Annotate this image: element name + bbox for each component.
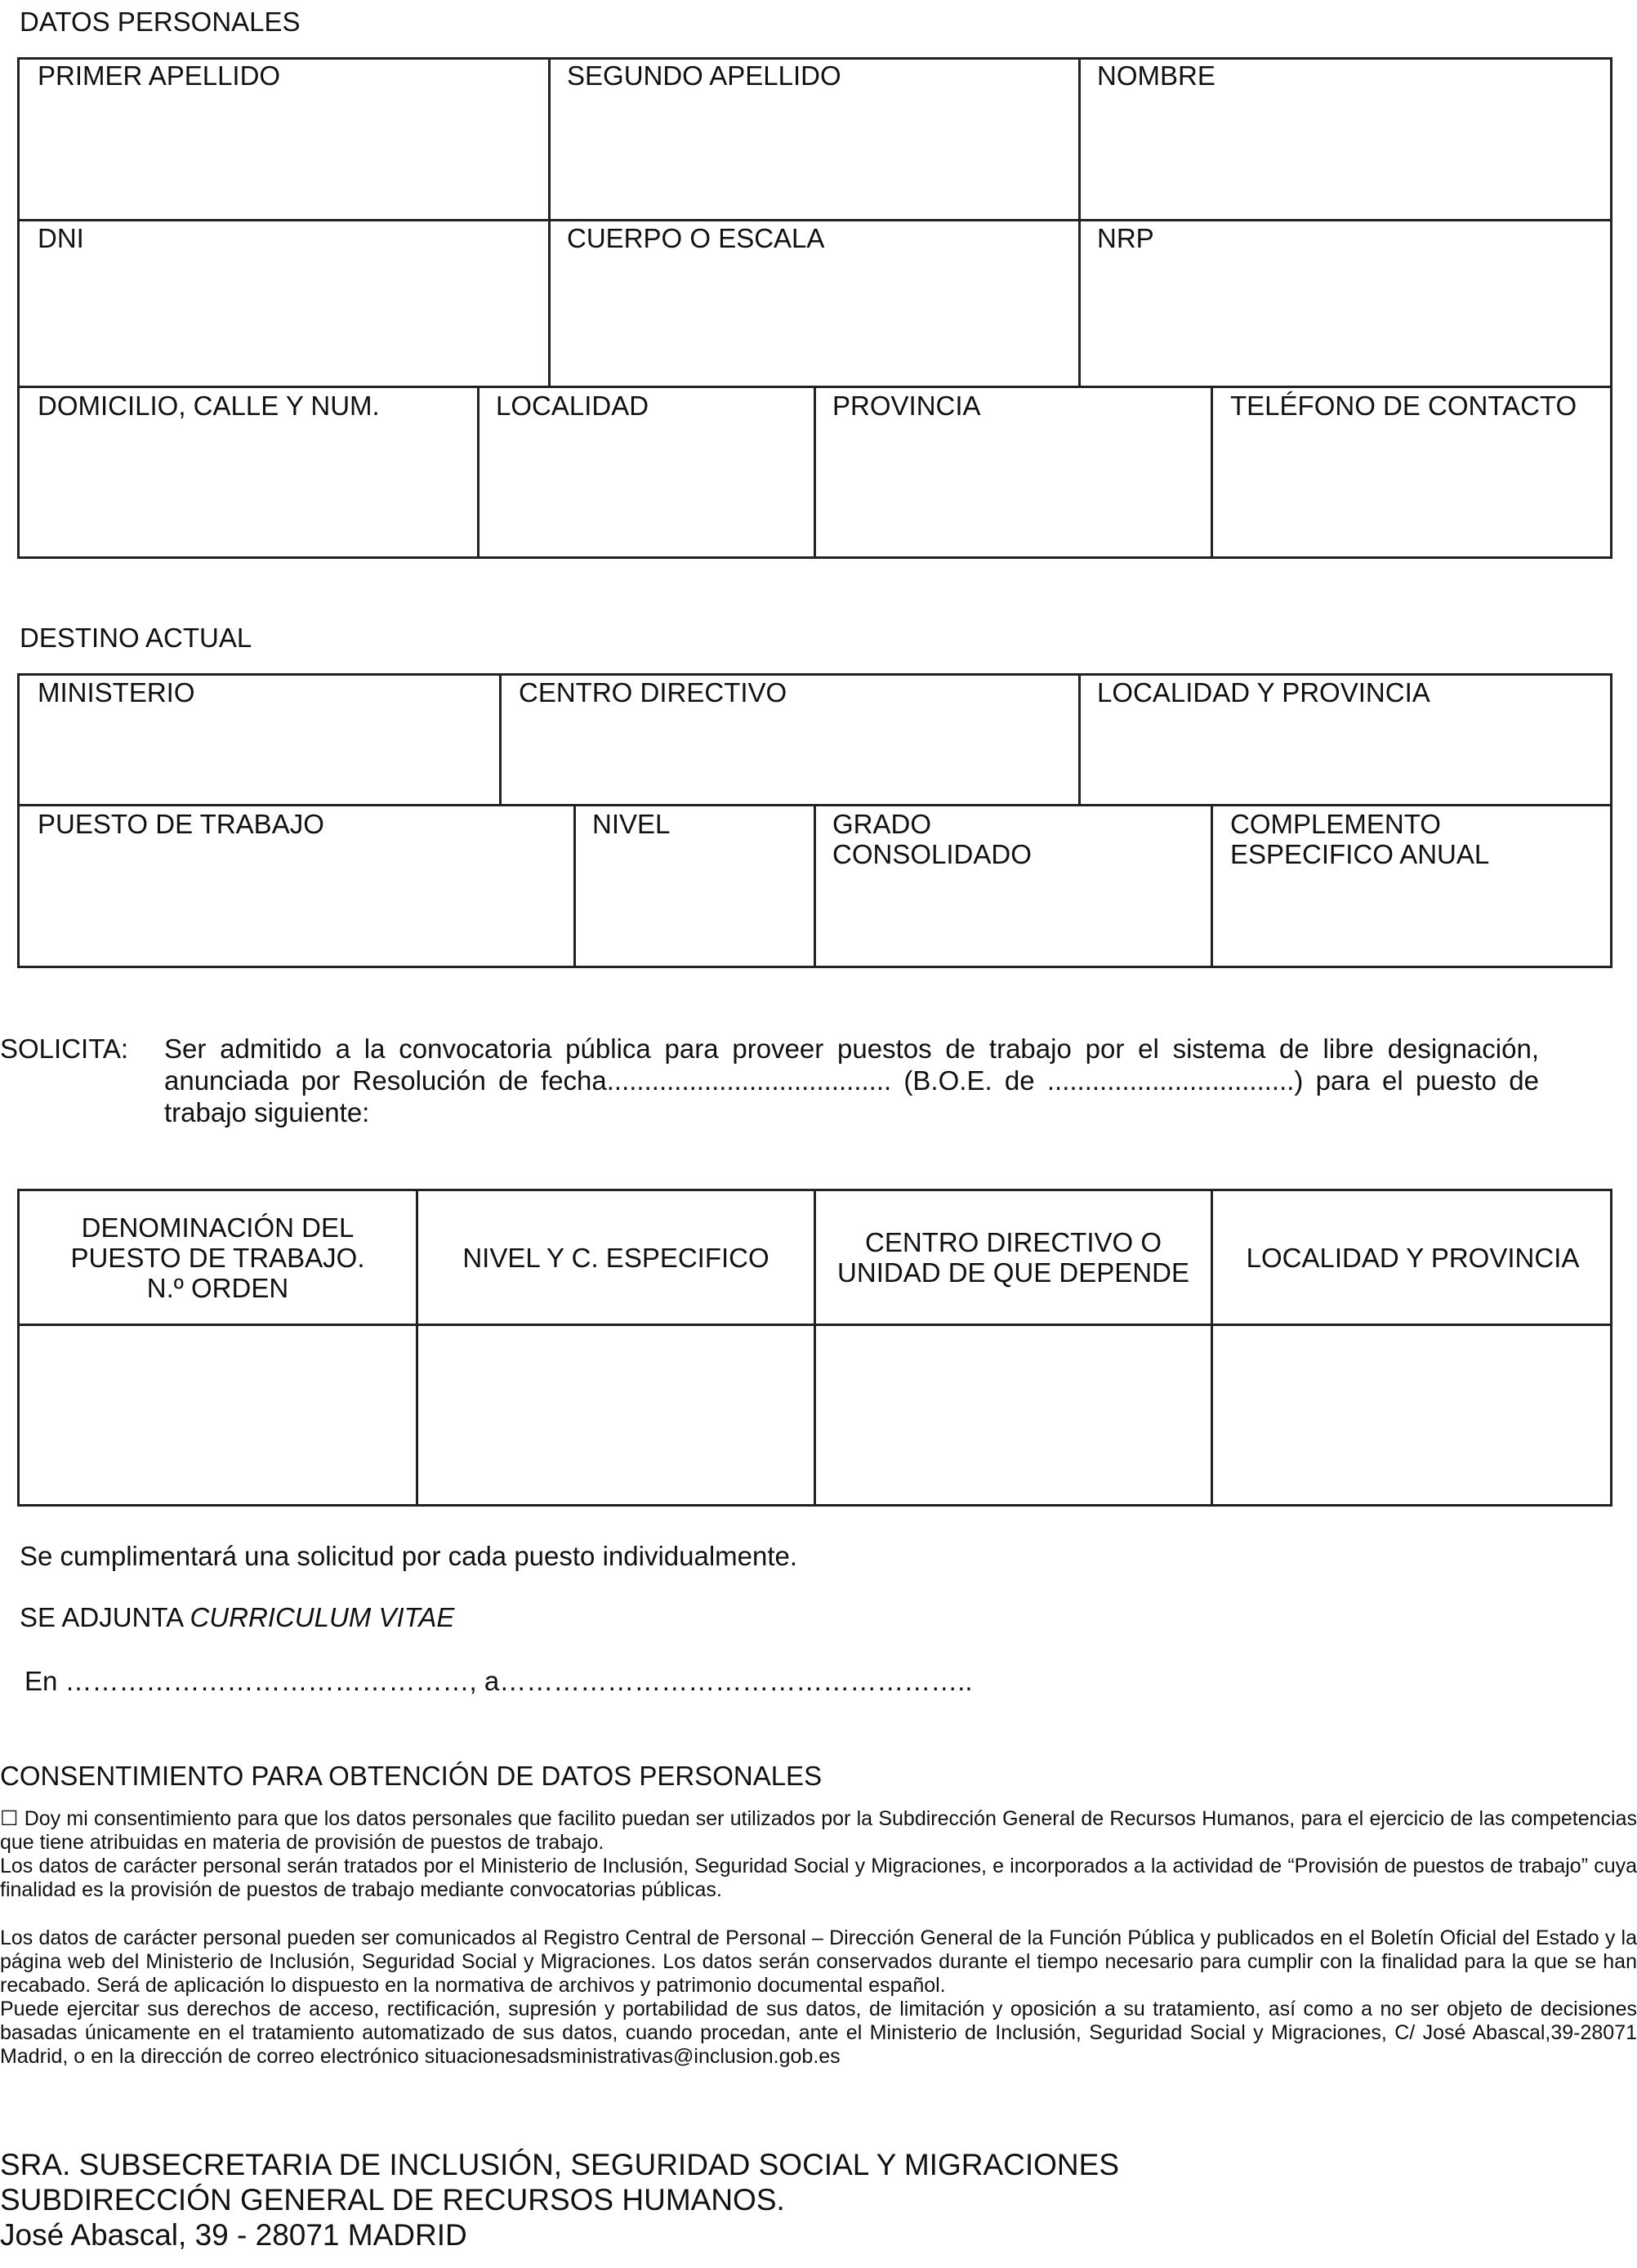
addressee-line-2: SUBDIRECCIÓN GENERAL DE RECURSOS HUMANOS. bbox=[0, 2183, 785, 2217]
field-telefono[interactable]: TELÉFONO DE CONTACTO bbox=[1230, 391, 1577, 421]
field-puesto-trabajo[interactable]: PUESTO DE TRABAJO bbox=[38, 809, 324, 839]
field-nivel[interactable]: NIVEL bbox=[592, 809, 671, 839]
field-provincia[interactable]: PROVINCIA bbox=[832, 391, 981, 421]
header-denominacion-l3: N.º ORDEN bbox=[146, 1272, 289, 1303]
consent-paragraph-3: Los datos de carácter personal pueden ser comunicados al Registro Central de Personal – Dirección General de la Función Pública y publicados en el Boletín Oficial del Estado y la página web del Ministerio de Inclusión, Seguridad Social y Migraciones. Los datos serán conservados durante el tiempo necesario para cumplir con la finalidad para la que se han recabado. Será de aplicación lo dispuesto en la normativa de archivos y patrimonio documental español. bbox=[0, 1926, 1637, 1997]
addressee-line-3: José Abascal, 39 - 28071 MADRID bbox=[0, 2218, 467, 2252]
header-nivel bbox=[418, 1191, 814, 1324]
field-localidad[interactable]: LOCALIDAD bbox=[496, 391, 649, 421]
header-centro-l1: CENTRO DIRECTIVO O bbox=[864, 1227, 1162, 1257]
field-dni[interactable]: DNI bbox=[38, 223, 84, 253]
col-divider bbox=[1211, 804, 1213, 968]
adjunta-italic: CURRICULUM VITAE bbox=[190, 1602, 455, 1632]
header-denominacion bbox=[20, 1191, 416, 1324]
col-divider bbox=[548, 57, 551, 386]
field-domicilio[interactable]: DOMICILIO, CALLE Y NUM. bbox=[38, 391, 380, 421]
personal-heading: DATOS PERSONALES bbox=[20, 7, 301, 37]
note-adjunta bbox=[20, 1602, 454, 1633]
field-nrp[interactable]: NRP bbox=[1097, 223, 1154, 253]
grado-line-2: CONSOLIDADO bbox=[832, 839, 1032, 869]
row-divider bbox=[17, 219, 1612, 221]
adjunta-prefix: SE ADJUNTA bbox=[20, 1602, 190, 1632]
col-divider bbox=[1078, 673, 1081, 804]
consent-checkbox[interactable]: ☐ bbox=[0, 1807, 19, 1830]
header-denominacion-l1: DENOMINACIÓN DEL bbox=[81, 1212, 355, 1243]
col-divider bbox=[1078, 57, 1081, 386]
field-nombre[interactable]: NOMBRE bbox=[1097, 60, 1215, 91]
field-centro-directivo[interactable]: CENTRO DIRECTIVO bbox=[519, 677, 787, 708]
field-primer-apellido[interactable]: PRIMER APELLIDO bbox=[38, 60, 281, 91]
lugar-fecha-line[interactable]: En ………………………………………, a…………………………………………….. bbox=[25, 1666, 973, 1696]
consent-paragraph-2: Los datos de carácter personal serán tratados por el Ministerio de Inclusión, Seguridad Social y Migraciones, e incorporados a la actividad de “Provisión de puestos de trabajo” cuya finalidad es la provisión de puestos de trabajo mediante convocatorias públicas. bbox=[0, 1855, 1637, 1901]
header-localidad-text: LOCALIDAD Y PROVINCIA bbox=[1246, 1242, 1580, 1273]
input-centro[interactable] bbox=[816, 1326, 1211, 1504]
complemento-line-2: ESPECIFICO ANUAL bbox=[1230, 839, 1490, 869]
destino-heading: DESTINO ACTUAL bbox=[20, 623, 252, 653]
col-divider bbox=[477, 386, 480, 559]
input-denominacion[interactable] bbox=[20, 1326, 416, 1504]
consent-paragraph-1 bbox=[0, 1807, 1637, 1855]
input-localidad[interactable] bbox=[1213, 1326, 1612, 1504]
complemento-line-1: COMPLEMENTO bbox=[1230, 809, 1441, 839]
header-centro bbox=[816, 1191, 1211, 1324]
field-segundo-apellido[interactable]: SEGUNDO APELLIDO bbox=[567, 60, 841, 91]
solicita-text: Ser admitido a la convocatoria pública para proveer puestos de trabajo por el sistema de libre designación, anunciada por Resolución de fecha...................................... (B.O.E. de .................................) para el puesto de trabajo siguiente: bbox=[164, 1034, 1539, 1127]
col-divider bbox=[499, 673, 502, 804]
field-cuerpo-escala[interactable]: CUERPO O ESCALA bbox=[567, 223, 825, 253]
col-divider bbox=[814, 804, 816, 968]
header-nivel-text: NIVEL Y C. ESPECIFICO bbox=[462, 1242, 769, 1273]
field-complemento-especifico[interactable] bbox=[1230, 809, 1489, 869]
addressee-line-1: SRA. SUBSECRETARIA DE INCLUSIÓN, SEGURIDAD SOCIAL Y MIGRACIONES bbox=[0, 2148, 1119, 2181]
col-divider bbox=[573, 804, 576, 968]
col-divider bbox=[1211, 386, 1213, 559]
consent-heading: CONSENTIMIENTO PARA OBTENCIÓN DE DATOS PERSONALES bbox=[0, 1761, 823, 1791]
header-denominacion-l2: PUESTO DE TRABAJO. bbox=[70, 1242, 365, 1273]
consent-paragraph-4: Puede ejercitar sus derechos de acceso, rectificación, supresión y portabilidad de sus datos, de limitación y oposición a su tratamiento, así como a no ser objeto de decisiones basadas únicamente en el tratamiento automatizado de sus datos, cuando procedan, ante el Ministerio de Inclusión, Seguridad Social y Migraciones, C/ José Abascal,39-28071 Madrid, o en la dirección de correo electrónico situacionesadsministrativas@inclusion.gob.es bbox=[0, 1998, 1637, 2068]
field-grado-consolidado[interactable] bbox=[832, 809, 1032, 869]
consent-p1-text: Doy mi consentimiento para que los datos personales que facilito puedan ser utilizados por la Subdirección General de Recursos Humanos, para el ejercicio de las competencias que tiene atribuidas en materia de provisión de puestos de trabajo. bbox=[0, 1807, 1637, 1854]
grado-line-1: GRADO bbox=[832, 809, 932, 839]
solicita-label: SOLICITA: bbox=[0, 1034, 129, 1064]
field-ministerio[interactable]: MINISTERIO bbox=[38, 677, 195, 708]
header-centro-l2: UNIDAD DE QUE DEPENDE bbox=[837, 1257, 1189, 1288]
header-localidad bbox=[1213, 1191, 1612, 1324]
col-divider bbox=[814, 386, 816, 559]
input-nivel[interactable] bbox=[418, 1326, 814, 1504]
note-individual: Se cumplimentará una solicitud por cada puesto individualmente. bbox=[20, 1541, 798, 1571]
field-localidad-provincia[interactable]: LOCALIDAD Y PROVINCIA bbox=[1097, 677, 1430, 708]
